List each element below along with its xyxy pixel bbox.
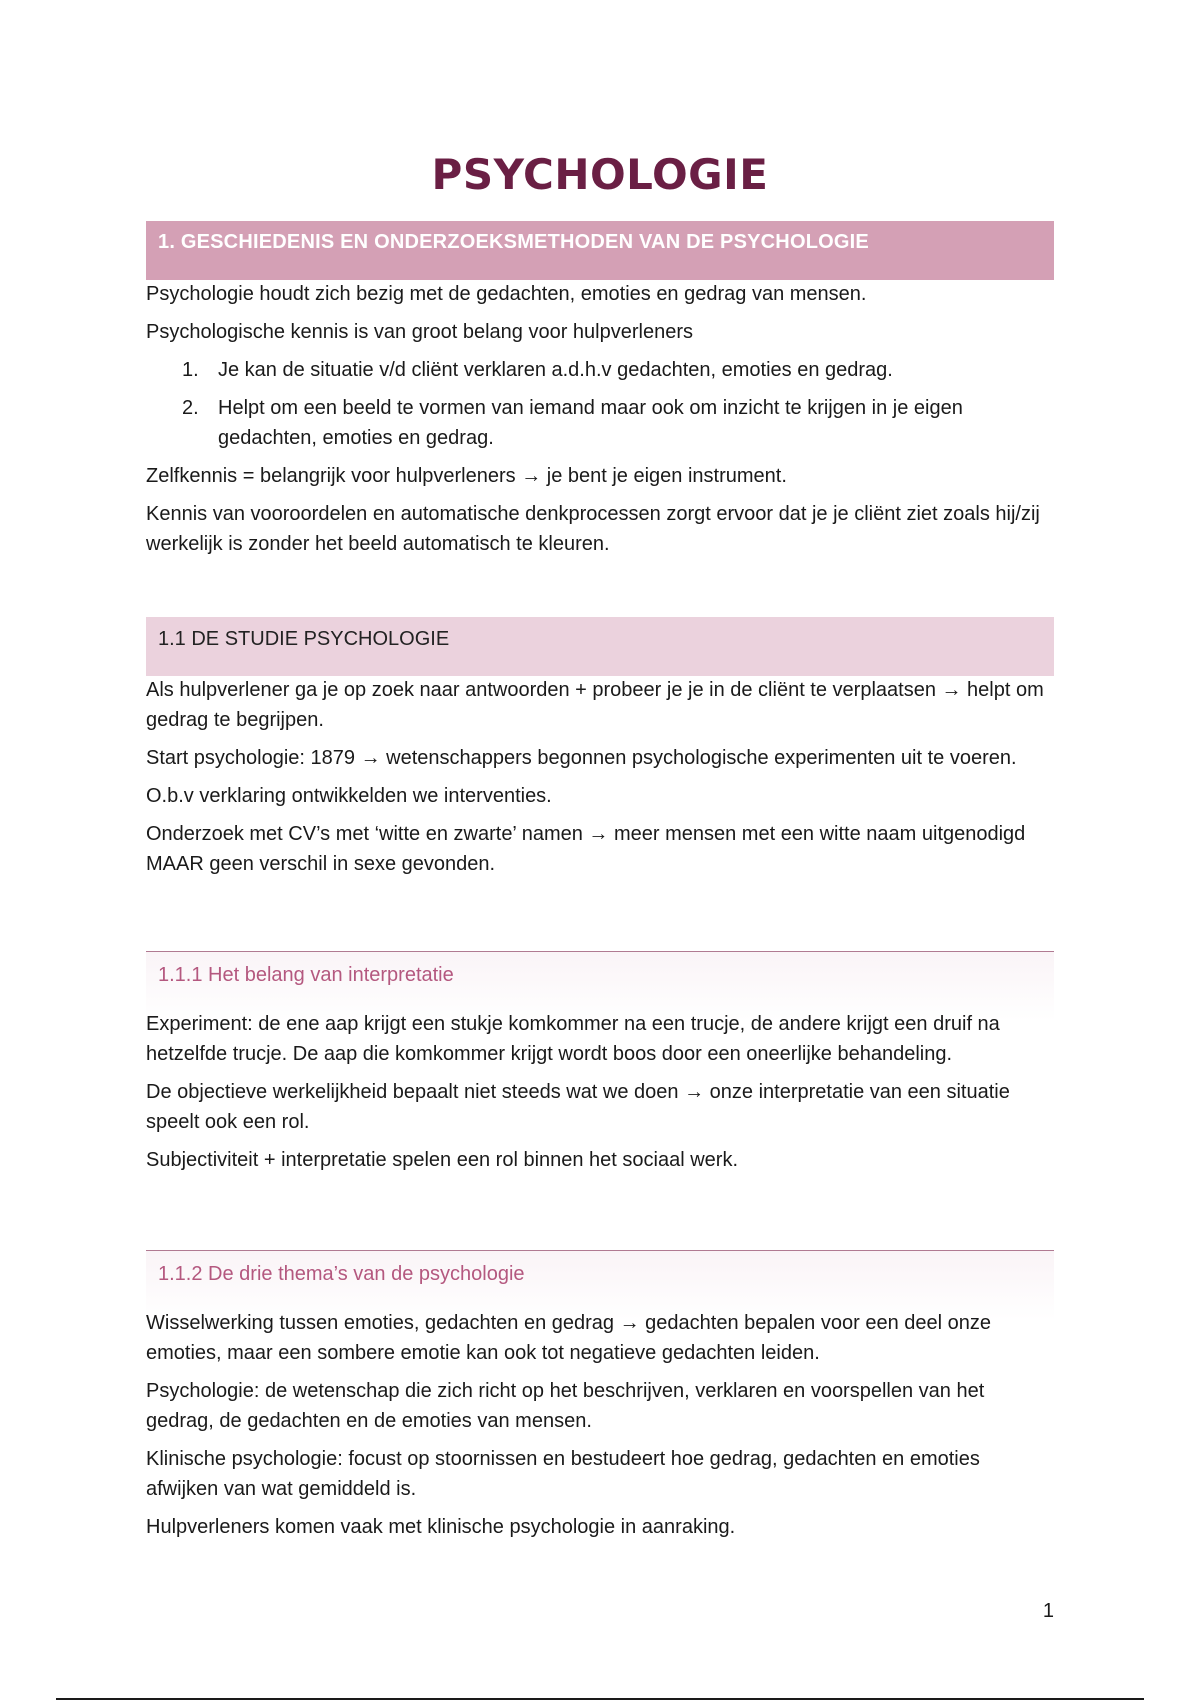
section-1-1-heading-bar bbox=[146, 617, 1054, 676]
section-1-1-1-body bbox=[146, 1009, 1054, 1183]
paragraph: De objectieve werkelijkheid bepaalt niet steeds wat we doen → onze interpretatie van een situatie speelt ook een rol. bbox=[146, 1081, 1010, 1133]
section-1-heading: 1. GESCHIEDENIS EN ONDERZOEKSMETHODEN VAN DE PSYCHOLOGIE bbox=[158, 231, 869, 253]
section-1-heading-bar bbox=[146, 221, 1054, 280]
paragraph: Psychologie houdt zich bezig met de gedachten, emoties en gedrag van mensen. bbox=[146, 283, 867, 305]
paragraph: Als hulpverlener ga je op zoek naar antwoorden + probeer je je in de cliënt te verplaatsen → helpt om gedrag te begrijpen. bbox=[146, 679, 1044, 731]
list-item-number: 1. bbox=[182, 359, 199, 381]
list-item bbox=[146, 355, 1054, 385]
list-item-text: Je kan de situatie v/d cliënt verklaren a.d.h.v gedachten, emoties en gedrag. bbox=[218, 359, 893, 381]
paragraph: Onderzoek met CV’s met ‘witte en zwarte’ namen → meer mensen met een witte naam uitgenodigd MAAR geen verschil in sexe gevonden. bbox=[146, 823, 1026, 875]
paragraph: Wisselwerking tussen emoties, gedachten en gedrag → gedachten bepalen voor een deel onze emoties, maar een sombere emotie kan ook tot negatieve gedachten leiden. bbox=[146, 1312, 991, 1364]
section-1-1-1-heading: 1.1.1 Het belang van interpretatie bbox=[158, 964, 454, 986]
paragraph: Psychologie: de wetenschap die zich richt op het beschrijven, verklaren en voorspellen van het gedrag, de gedachten en de emoties van mensen. bbox=[146, 1380, 985, 1432]
numbered-list bbox=[146, 355, 1054, 453]
section-1-1-2-body bbox=[146, 1308, 1054, 1550]
section-1-body bbox=[146, 279, 1054, 567]
paragraph: Klinische psychologie: focust op stoornissen en bestudeert hoe gedrag, gedachten en emoties afwijken van wat gemiddeld is. bbox=[146, 1448, 980, 1500]
paragraph: O.b.v verklaring ontwikkelden we interventies. bbox=[146, 785, 552, 807]
paragraph: Kennis van vooroordelen en automatische denkprocessen zorgt ervoor dat je je cliënt ziet zoals hij/zij werkelijk is zonder het beeld automatisch te kleuren. bbox=[146, 503, 1040, 555]
section-1-1-heading: 1.1 DE STUDIE PSYCHOLOGIE bbox=[158, 628, 450, 650]
list-item-text: Helpt om een beeld te vormen van iemand maar ook om inzicht te krijgen in je eigen gedachten, emoties en gedrag. bbox=[218, 397, 963, 449]
section-1-1-body bbox=[146, 675, 1054, 887]
paragraph: Subjectiviteit + interpretatie spelen een rol binnen het sociaal werk. bbox=[146, 1149, 739, 1171]
paragraph: Psychologische kennis is van groot belang voor hulpverleners bbox=[146, 321, 693, 343]
list-item bbox=[146, 393, 1054, 453]
paragraph: Zelfkennis = belangrijk voor hulpverleners → je bent je eigen instrument. bbox=[146, 465, 787, 487]
page-title: PSYCHOLOGIE bbox=[431, 150, 769, 199]
paragraph: Hulpverleners komen vaak met klinische psychologie in aanraking. bbox=[146, 1516, 736, 1538]
list-item-number: 2. bbox=[182, 397, 199, 419]
paragraph: Start psychologie: 1879 → wetenschappers begonnen psychologische experimenten uit te voeren. bbox=[146, 747, 1017, 769]
page-number: 1 bbox=[1042, 1600, 1054, 1622]
paragraph: Experiment: de ene aap krijgt een stukje komkommer na een trucje, de andere krijgt een druif na hetzelfde trucje. De aap die komkommer krijgt wordt boos door een oneerlijke behandeling. bbox=[146, 1013, 1000, 1065]
section-1-1-2-heading: 1.1.2 De drie thema’s van de psychologie bbox=[158, 1263, 525, 1285]
